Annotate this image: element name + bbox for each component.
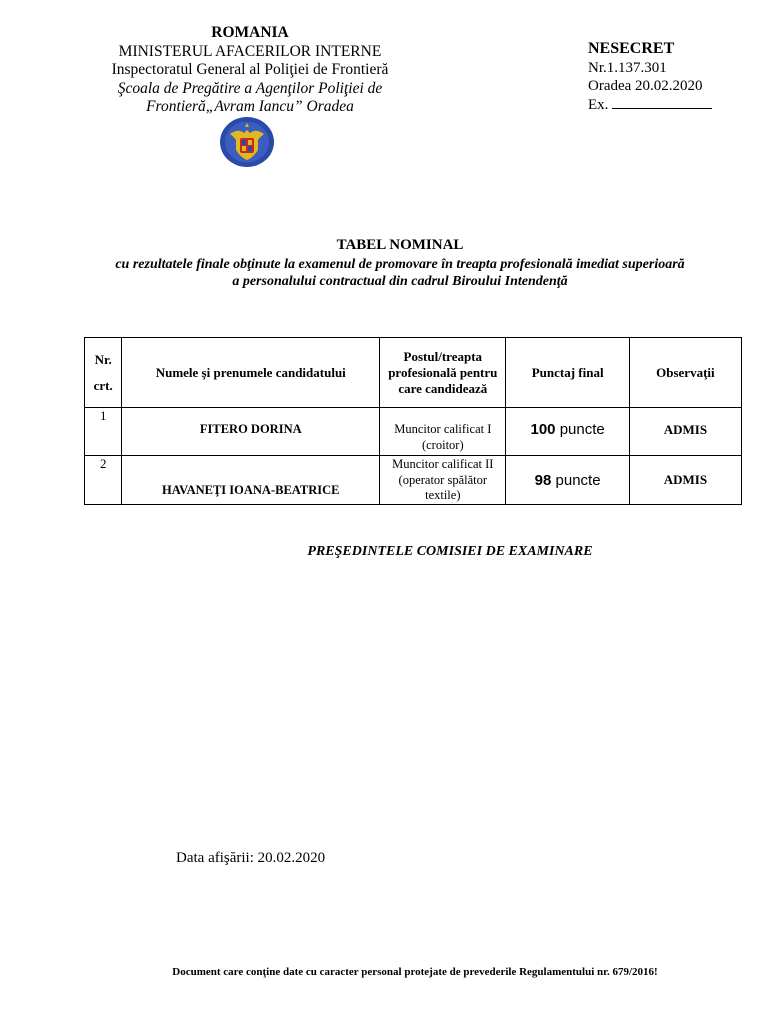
results-table [84, 337, 742, 505]
subtitle-line2: a personalului contractual din cadrul Biroului Intendenţă [232, 274, 568, 289]
post-line1: Muncitor calificat I [394, 422, 492, 436]
header-name: Numele şi prenumele candidatului [122, 338, 380, 408]
document-title: TABEL NOMINAL [336, 237, 464, 253]
ministry-name: MINISTERUL AFACERILOR INTERNE [118, 42, 382, 60]
document-subtitle [60, 256, 740, 290]
score-value: 98 [534, 472, 552, 489]
header-nr-line1: Nr. [94, 351, 112, 367]
candidate-name: FITERO DORINA [122, 408, 380, 456]
result-status: ADMIS [629, 408, 741, 456]
result-status: ADMIS [629, 456, 741, 505]
score-unit: puncte [559, 421, 605, 438]
post-line1: Muncitor calificat II [392, 457, 494, 471]
row-nr: 2 [85, 456, 122, 505]
header-nr [85, 338, 122, 408]
classification-block [588, 40, 738, 114]
school-name-line2: Frontieră„Avram Iancu” Oradea [146, 98, 354, 115]
table-header-row [85, 338, 742, 408]
coat-of-arms-icon [218, 116, 276, 168]
country-name: ROMANIA [211, 24, 289, 41]
registration-number: Nr.1.137.301 [588, 59, 667, 76]
table-row [85, 408, 742, 456]
issuer-header [60, 24, 440, 117]
posting-date: Data afişării: 20.02.2020 [176, 850, 326, 866]
copy-number [588, 96, 738, 115]
post-line3: textile) [425, 488, 461, 502]
post-line2: (croitor) [421, 437, 464, 452]
school-name-line1: Şcoala de Pregătire a Agenţilor Poliţiei de [117, 79, 383, 97]
final-score [506, 456, 629, 505]
score-unit: puncte [555, 472, 601, 489]
table-row [85, 456, 742, 505]
commission-president-title: PREŞEDINTELE COMISIEI DE EXAMINARE [307, 544, 593, 559]
candidate-post [380, 456, 506, 505]
final-score [506, 408, 629, 456]
copy-blank-line [612, 96, 712, 109]
header-observations: Observaţii [629, 338, 741, 408]
copy-label: Ex. [588, 96, 609, 113]
score-value: 100 [530, 421, 556, 438]
header-nr-line2: crt. [93, 377, 113, 393]
personal-data-notice: Document care conţine date cu caracter personal protejate de prevederile Regulamentului nr. 679/2016! [172, 966, 658, 978]
header-post: Postul/treapta profesională pentru care candidează [380, 338, 506, 408]
post-line2: (operator spălător [398, 472, 488, 487]
candidate-name: HAVANEŢI IOANA-BEATRICE [122, 456, 380, 505]
subtitle-line1: cu rezultatele finale obţinute la examenul de promovare în treapta profesională imediat superioară [115, 257, 685, 272]
row-nr: 1 [85, 408, 122, 456]
place-and-date: Oradea 20.02.2020 [588, 78, 703, 94]
header-score: Punctaj final [506, 338, 629, 408]
candidate-post [380, 408, 506, 456]
classification-label: NESECRET [588, 40, 675, 57]
inspectorate-name: Inspectoratul General al Poliţiei de Frontieră [111, 61, 389, 78]
